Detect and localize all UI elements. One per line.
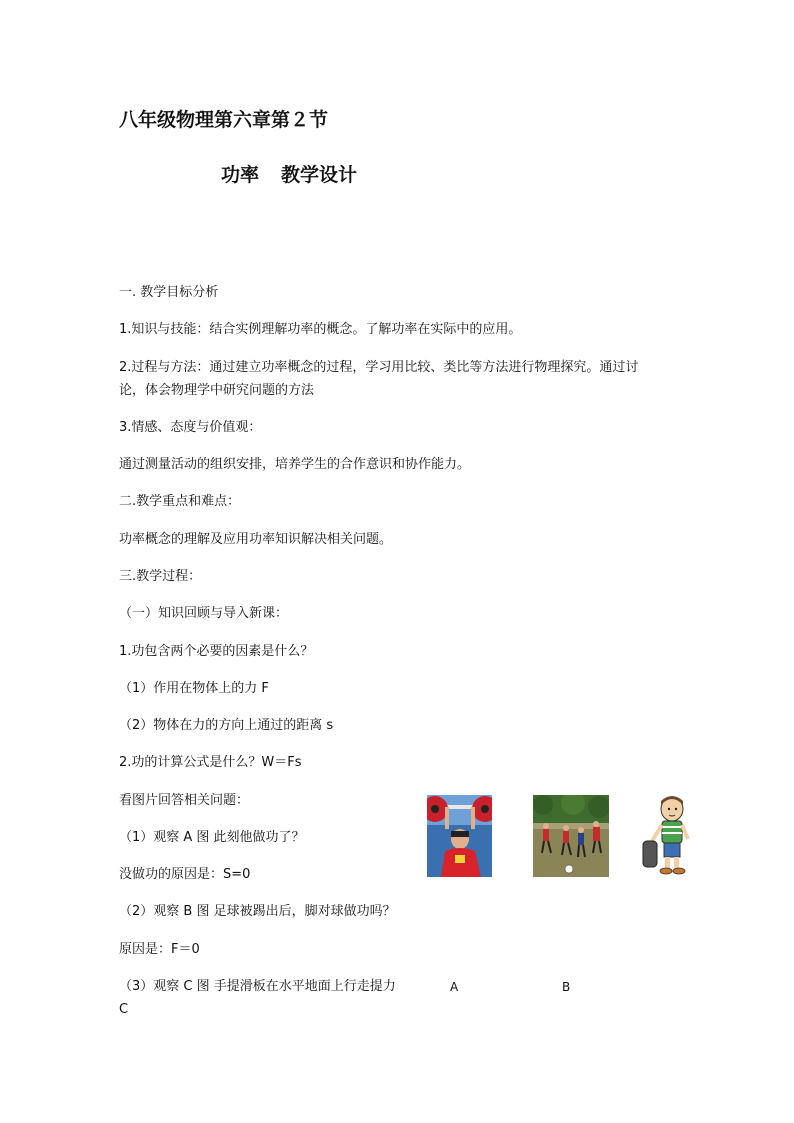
- subtitle-part2: 教学设计: [281, 164, 358, 186]
- paragraph-process-cont: 论，体会物理学中研究问题的方法: [119, 383, 315, 398]
- soccer-field-photo: [533, 795, 609, 877]
- subtitle-part1: 功率: [221, 164, 260, 186]
- section-heading-objectives: 一. 教学目标分析: [119, 285, 219, 300]
- observe-c: （3）观察 C 图 手提滑板在水平地面上行走提力: [119, 979, 396, 994]
- reason-b: 原因是：F＝0: [119, 942, 200, 957]
- question-2: 2.功的计算公式是什么？W＝Fs: [119, 755, 302, 770]
- paragraph-attitude-heading: 3.情感、态度与价值观：: [119, 420, 262, 435]
- weightlifter-photo: [427, 795, 492, 877]
- section-heading-keypoints: 二.教学重点和难点：: [119, 494, 241, 509]
- document-title: 八年级物理第六章第２节: [119, 109, 329, 131]
- document-subtitle: [221, 160, 357, 187]
- option-c-label: C: [119, 1002, 129, 1017]
- paragraph-process: 2.过程与方法：通过建立功率概念的过程，学习用比较、类比等方法进行物理探究。通过讨: [119, 360, 639, 375]
- paragraph-knowledge: 1.知识与技能：结合实例理解功率的概念。了解功率在实际中的应用。: [119, 322, 522, 337]
- section-heading-process: 三.教学过程：: [119, 569, 202, 584]
- observe-a: （1）观察 A 图 此刻他做功了？: [119, 830, 305, 845]
- paragraph-keypoints: 功率概念的理解及应用功率知识解决相关问题。: [119, 532, 393, 547]
- boy-with-bag-cartoon: [640, 795, 700, 877]
- option-a-label: A: [450, 980, 459, 994]
- observe-b: （2）观察 B 图 足球被踢出后，脚对球做功吗？: [119, 904, 396, 919]
- question-1: 1.功包含两个必要的因素是什么？: [119, 644, 314, 659]
- option-b-label: B: [562, 980, 571, 994]
- answer-1-2: （2）物体在力的方向上通过的距离 s: [119, 718, 334, 733]
- paragraph-attitude: 通过测量活动的组织安排，培养学生的合作意识和协作能力。: [119, 457, 471, 472]
- picture-prompt: 看图片回答相关问题：: [119, 793, 250, 808]
- answer-1-1: （1）作用在物体上的力 F: [119, 681, 269, 696]
- reason-a: 没做功的原因是：S=0: [119, 867, 251, 882]
- subsection-heading-review: （一）知识回顾与导入新课：: [119, 606, 289, 621]
